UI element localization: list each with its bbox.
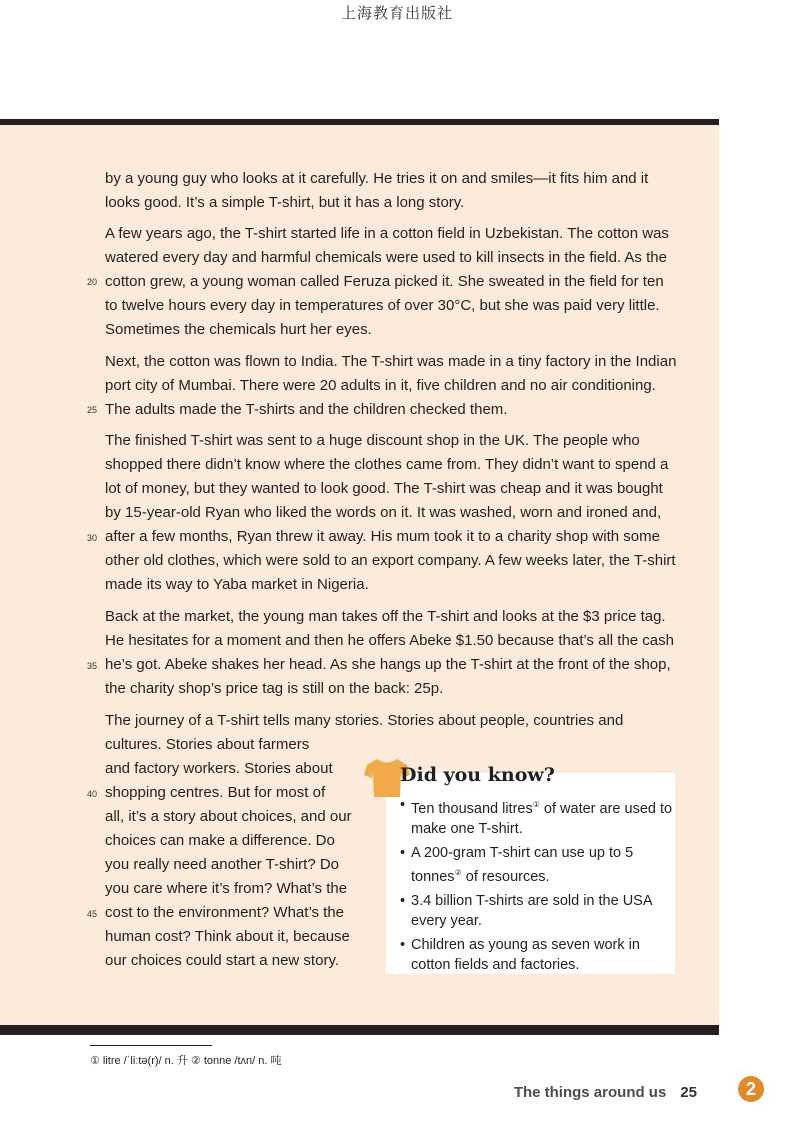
text-line: human cost? Think about it, because	[105, 928, 350, 945]
text-line: lot of money, but they wanted to look good. The T-shirt was cheap and it was bought	[105, 480, 663, 497]
text-line: our choices could start a new story.	[105, 952, 339, 969]
bullet: •	[400, 892, 406, 909]
text-line: and factory workers. Stories about	[105, 760, 333, 777]
article-paragraph	[105, 350, 685, 422]
footnote-marker: ①	[532, 800, 540, 809]
fact-item	[400, 891, 675, 931]
fact-text: of water are used to	[543, 800, 673, 817]
unit-number-badge: 2	[738, 1076, 764, 1102]
fact-text: of resources.	[465, 868, 550, 885]
line-number: 45	[87, 909, 98, 919]
text-line: cotton grew, a young woman called Feruza picked it. She sweated in the field for ten	[105, 273, 664, 290]
text-line: the charity shop’s price tag is still on the back: 25p.	[105, 680, 444, 697]
text-line: cultures. Stories about farmers	[105, 736, 310, 753]
text-line: Sometimes the chemicals hurt her eyes.	[105, 321, 372, 338]
fact-text: tonnes	[411, 868, 455, 885]
article-paragraph	[105, 222, 685, 342]
text-line: other old clothes, which were sold to an export company. A few weeks later, the T-shirt	[105, 552, 676, 569]
text-line: looks good. It’s a simple T-shirt, but it has a long story.	[105, 194, 465, 211]
page-number: 25	[680, 1084, 697, 1101]
footnote-rule	[90, 1045, 212, 1046]
text-line: The adults made the T-shirts and the children checked them.	[105, 401, 508, 418]
text-line: he’s got. Abeke shakes her head. As she hangs up the T-shirt at the front of the shop,	[105, 656, 671, 673]
did-you-know-list	[400, 795, 675, 979]
text-line: you care where it’s from? What’s the	[105, 880, 348, 897]
article-paragraph	[105, 605, 685, 701]
bullet: •	[400, 844, 406, 861]
unit-title: The things around us	[513, 1084, 667, 1101]
line-number: 20	[87, 277, 98, 287]
text-line: port city of Mumbai. There were 20 adults in it, five children and no air conditioning.	[105, 377, 656, 394]
fact-text: Ten thousand litres	[411, 800, 533, 817]
text-line: shopped there didn’t know where the clothes came from. They didn’t want to spend a	[105, 456, 669, 473]
text-line: choices can make a difference. Do	[105, 832, 335, 849]
line-number: 30	[87, 533, 98, 543]
footnote-marker: ②	[454, 867, 462, 877]
line-number: 25	[87, 405, 98, 415]
fact-text: cotton fields and factories.	[411, 956, 580, 973]
text-line: A few years ago, the T-shirt started life in a cotton field in Uzbekistan. The cotton was	[105, 225, 669, 242]
fact-text: A 200-gram T-shirt can use up to 5	[411, 844, 634, 861]
did-you-know-title: Did you know?	[400, 764, 555, 786]
text-line: He hesitates for a moment and then he offers Abeke $1.50 because that’s all the cash	[105, 632, 674, 649]
fact-text: 3.4 billion T-shirts are sold in the USA	[411, 892, 653, 909]
text-line: to twelve hours every day in temperatures of over 30°C, but she was paid very little.	[105, 297, 660, 314]
text-line: by a young guy who looks at it carefully. He tries it on and smiles—it fits him and it	[105, 170, 649, 187]
fact-text: every year.	[411, 912, 482, 929]
text-line: all, it’s a story about choices, and our	[105, 808, 352, 825]
text-line: by 15-year-old Ryan who liked the words on it. It was washed, worn and ironed and,	[105, 504, 662, 521]
text-line: The finished T-shirt was sent to a huge discount shop in the UK. The people who	[105, 432, 640, 449]
fact-item	[400, 795, 675, 839]
article-paragraph	[105, 167, 685, 215]
fact-item	[400, 843, 675, 887]
publisher-header: 上海教育出版社	[340, 4, 453, 22]
text-line: Next, the cotton was flown to India. The T-shirt was made in a tiny factory in the Indian	[105, 353, 677, 370]
page-footer	[514, 1084, 697, 1101]
line-number: 35	[87, 661, 98, 671]
fact-text: make one T-shirt.	[411, 820, 523, 837]
text-line: watered every day and harmful chemicals were used to kill insects in the field. As the	[105, 249, 667, 266]
text-line: you really need another T-shirt? Do	[105, 856, 340, 873]
line-number: 40	[87, 789, 98, 799]
fact-text: Children as young as seven work in	[411, 936, 640, 953]
text-line: after a few months, Ryan threw it away. His mum took it to a charity shop with some	[105, 528, 660, 545]
text-line: The journey of a T-shirt tells many stories. Stories about people, countries and	[105, 712, 624, 729]
text-line: Back at the market, the young man takes off the T-shirt and looks at the $3 price tag.	[105, 608, 666, 625]
text-line: shopping centres. But for most of	[105, 784, 326, 801]
text-line: made its way to Yaba market in Nigeria.	[105, 576, 369, 593]
text-line: cost to the environment? What’s the	[105, 904, 345, 921]
fact-item	[400, 935, 675, 975]
bullet: •	[400, 936, 406, 953]
bullet: •	[400, 797, 406, 813]
article-paragraph	[105, 429, 685, 597]
footnotes: ① litre /ˈliːtə(r)/ n. 升 ② tonne /tʌn/ n. 吨	[90, 1055, 282, 1067]
